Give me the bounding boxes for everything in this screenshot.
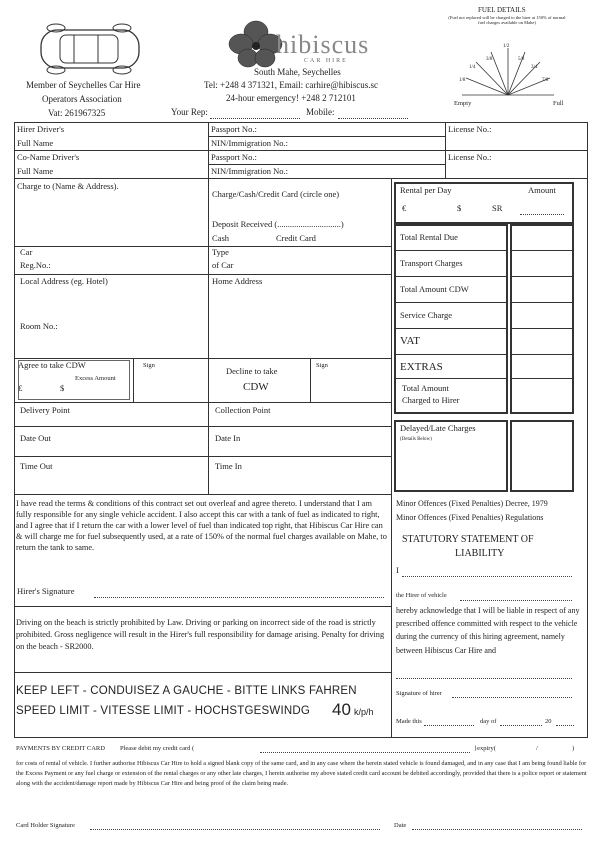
keep-left-notice: KEEP LEFT - CONDUISEZ A GAUCHE - BITTE LINKS FAHREN bbox=[16, 685, 357, 697]
statutory-body: hereby acknowledge that I will be liable in respect of any prescribed offence committed with respect to the vehicle during the currency of this hiring agreement, namely between Hibiscus Car Hire and bbox=[396, 606, 580, 655]
rental-per-day-label: Rental per Day bbox=[400, 185, 452, 195]
fuel-details-title: FUEL DETAILS bbox=[478, 6, 526, 14]
fuel-mark-1-4: 1/4 bbox=[469, 65, 476, 70]
fuel-note: (Fuel not replaced will be charged to the hirer at 150% of normal fuel charges available on Mahe) bbox=[448, 15, 566, 26]
brand-name: hibiscus bbox=[276, 30, 370, 59]
member-line-2: Operators Association bbox=[42, 94, 122, 104]
type-label: Type bbox=[212, 247, 229, 257]
delayed-charges-label: Delayed/Late Charges bbox=[400, 423, 476, 433]
nin-label-1: NIN/Immigration No.: bbox=[211, 138, 288, 148]
rental-currency-dollar: $ bbox=[457, 203, 462, 213]
emergency-number: 24-hour emergency! +248 2 712101 bbox=[226, 93, 356, 103]
co-driver-full-name-label: Full Name bbox=[17, 166, 54, 176]
payment-body: for costs of rental of vehicle. I further authorise Hibiscus Car Hire to hold a signed blank copy of the same card, and in any case where the herein stated vehicle is found damaged, and in any case that I am being found liable for the Excess Payment or any fuel charge or extension of the rental charges or any other late charges, I herein authorise my above stated credit card account be debited accordingly, provided that there is a police report or statement along with the accident/damage report made by Hibiscus Car Hire and being proof of the claim being made. bbox=[16, 760, 587, 788]
beach-warning: Driving on the beach is strictly prohibited by Law. Driving or parking on incorrect side of the road is strictly prohibited. Gross negligence will result in the Hirer's full responsibility for damage arising. Penalty for driving on the beach - SR2000. bbox=[16, 618, 385, 652]
hirer-signature-label: Hirer's Signature bbox=[17, 586, 75, 596]
decline-sign-label: Sign bbox=[316, 362, 328, 369]
statutory-i: I bbox=[396, 565, 399, 575]
transport-charges-label: Transport Charges bbox=[400, 258, 463, 268]
agree-sign-label: Sign bbox=[143, 362, 155, 369]
charges-values-box[interactable] bbox=[510, 224, 574, 414]
date-out-label: Date Out bbox=[20, 433, 51, 443]
delivery-point-label: Delivery Point bbox=[20, 405, 70, 415]
date-in-label: Date In bbox=[215, 433, 241, 443]
charged-to-hirer-label: Charged to Hirer bbox=[402, 395, 460, 405]
fuel-full-label: Full bbox=[553, 100, 564, 107]
mobile-line[interactable] bbox=[338, 118, 408, 119]
date-label: Date bbox=[394, 822, 407, 829]
decline-cdw-label: Decline to take bbox=[226, 366, 278, 376]
day-of-label: day of bbox=[480, 718, 497, 725]
expiry-close: ) bbox=[572, 745, 575, 752]
rental-currency-sr: SR bbox=[492, 203, 503, 213]
agree-cdw-box[interactable] bbox=[18, 360, 130, 400]
nin-label-2: NIN/Immigration No.: bbox=[211, 166, 288, 176]
total-amount-cdw-label: Total Amount CDW bbox=[400, 284, 469, 294]
company-contact: Tel: +248 4 371321, Email: carhire@hibiscus.sc bbox=[204, 80, 378, 90]
agree-cdw-label: Agree to take CDW bbox=[18, 360, 86, 370]
credit-card-option[interactable]: Credit Card bbox=[276, 233, 316, 243]
statutory-signature-line[interactable] bbox=[452, 697, 572, 698]
excess-amount-label: Excess Amount bbox=[75, 375, 116, 382]
time-out-label: Time Out bbox=[20, 461, 53, 471]
fuel-mark-3-8: 3/8 bbox=[486, 57, 493, 62]
time-in-label: Time In bbox=[215, 461, 242, 471]
license-label-1: License No.: bbox=[448, 124, 492, 134]
passport-label-2: Passport No.: bbox=[211, 152, 257, 162]
amount-label: Amount bbox=[528, 185, 556, 195]
details-below-label: (Details Below) bbox=[400, 437, 432, 442]
hirer-driver-label: Hirer Driver's bbox=[17, 124, 65, 134]
brand-sub: CAR HIRE bbox=[304, 58, 348, 64]
of-car-label: of Car bbox=[212, 260, 234, 270]
passport-label-1: Passport No.: bbox=[211, 124, 257, 134]
card-holder-signature-line[interactable] bbox=[90, 829, 380, 830]
fuel-mark-5-8: 5/8 bbox=[518, 57, 525, 62]
charge-type-label[interactable]: Charge/Cash/Credit Card (circle one) bbox=[212, 189, 340, 199]
car-logo-icon bbox=[38, 22, 142, 76]
expiry-slash: / bbox=[536, 745, 538, 752]
fuel-mark-1-2: 1/2 bbox=[503, 44, 510, 49]
expiry-label: }expiry( bbox=[474, 745, 496, 752]
currency-dollar: $ bbox=[60, 383, 65, 393]
agreement-party-line[interactable] bbox=[396, 678, 572, 679]
home-address-label: Home Address bbox=[212, 276, 263, 286]
member-line-1: Member of Seychelles Car Hire bbox=[26, 80, 141, 90]
co-driver-label: Co-Name Driver's bbox=[17, 152, 80, 162]
delayed-charges-value[interactable] bbox=[510, 420, 574, 492]
company-address: South Mahe, Seychelles bbox=[254, 67, 341, 77]
deposit-label: Deposit Received (..............................) bbox=[212, 219, 344, 229]
rental-currency-euro: € bbox=[402, 203, 407, 213]
terms-text: I have read the terms & conditions of this contract set out overleaf and agree thereto. I understand that I am fully responsible for any single vehicle accident. I also accept this car with a tank of fuel as indicated to right, and I agree that if I return the car with a lower level of fuel than indicated top right, that Hibiscus Car Hire can & will charge me for fuel subsequently used, at a rate of 150% of the normal fuel charges available on Mahe, to return the tank to same. bbox=[16, 499, 387, 553]
license-label-2: License No.: bbox=[448, 152, 492, 162]
speed-limit-value: 40 bbox=[332, 700, 351, 719]
total-amount-label: Total Amount bbox=[402, 383, 449, 393]
fuel-mark-1-8: 1/8 bbox=[459, 78, 466, 83]
cash-option[interactable]: Cash bbox=[212, 233, 229, 243]
your-rep-label: Your Rep: bbox=[171, 107, 208, 117]
speed-limit-notice: SPEED LIMIT - VITESSE LIMIT - HOCHSTGESWINDG bbox=[16, 705, 310, 717]
hirer-signature-line[interactable] bbox=[94, 597, 384, 598]
hirer-of-vehicle-label: the Hirer of vehicle bbox=[396, 592, 447, 599]
fuel-empty-label: Empty bbox=[454, 100, 472, 107]
vat-number: Vat: 261967325 bbox=[48, 108, 106, 118]
local-address-label: Local Address (eg. Hotel) bbox=[20, 276, 108, 286]
extras-label: EXTRAS bbox=[400, 361, 443, 373]
charge-to-label: Charge to (Name & Address). bbox=[17, 181, 119, 191]
currency-euro: € bbox=[18, 383, 23, 393]
room-no-label: Room No.: bbox=[20, 321, 58, 331]
credit-card-number-line[interactable] bbox=[260, 752, 470, 753]
vehicle-line[interactable] bbox=[460, 600, 572, 601]
mobile-label: Mobile: bbox=[306, 107, 335, 117]
vat-label: VAT bbox=[400, 335, 420, 347]
statutory-title-1: STATUTORY STATEMENT OF bbox=[402, 534, 534, 545]
statutory-name-line[interactable] bbox=[402, 576, 572, 577]
date-line[interactable] bbox=[412, 829, 582, 830]
made-this-label: Made this bbox=[396, 718, 422, 725]
statutory-title-2: LIABILITY bbox=[455, 548, 505, 559]
speed-limit-unit: k/p/h bbox=[354, 707, 374, 717]
fuel-mark-7-8: 7/8 bbox=[542, 78, 549, 83]
reg-no-label: Reg.No.: bbox=[20, 260, 51, 270]
minor-offences-regulations: Minor Offences (Fixed Penalties) Regulations bbox=[396, 513, 544, 522]
car-label: Car bbox=[20, 247, 33, 257]
payment-debit-line: Please debit my credit card ( bbox=[120, 745, 195, 752]
service-charge-label: Service Charge bbox=[400, 310, 453, 320]
your-rep-line[interactable] bbox=[210, 118, 300, 119]
hirer-full-name-label: Full Name bbox=[17, 138, 54, 148]
total-rental-due-label: Total Rental Due bbox=[400, 232, 458, 242]
signature-of-hirer-label: Signature of hirer bbox=[396, 690, 442, 697]
decline-cdw-text: CDW bbox=[243, 381, 269, 393]
card-holder-signature-label: Card Holder Signature bbox=[16, 822, 75, 829]
fuel-mark-3-4: 3/4 bbox=[531, 65, 538, 70]
payment-title: PAYMENTS BY CREDIT CARD bbox=[16, 745, 105, 752]
minor-offences-decree: Minor Offences (Fixed Penalties) Decree, 1979 bbox=[396, 499, 548, 508]
year-label: 20 bbox=[545, 718, 552, 725]
collection-point-label: Collection Point bbox=[215, 405, 271, 415]
